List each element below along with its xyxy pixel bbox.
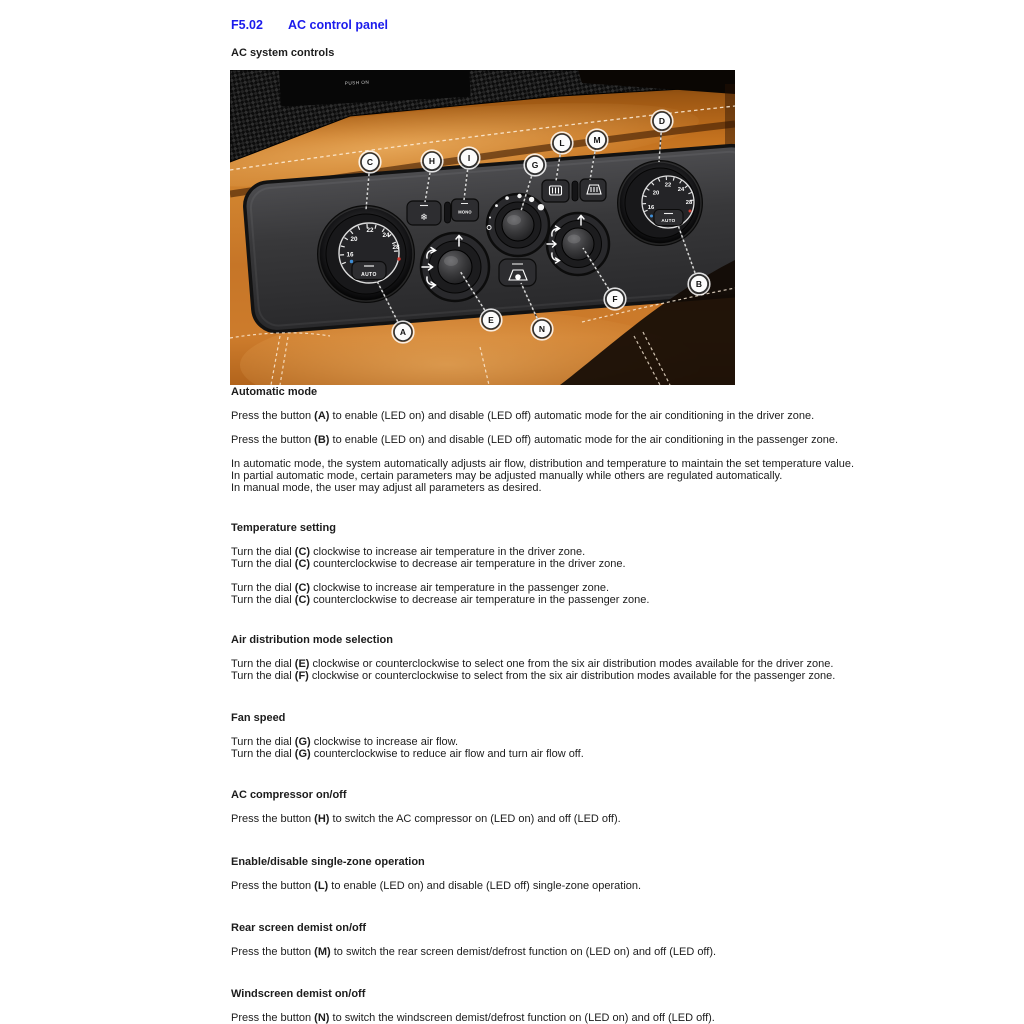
hot-marker-dot xyxy=(689,210,692,213)
callout-h xyxy=(421,150,443,172)
body-line: Press the button (A) to enable (LED on) and disable (LED off) automatic mode for the air conditioning in the driver zone. xyxy=(231,410,815,422)
figure-caption: AC system controls xyxy=(231,47,335,59)
section-heading: Temperature setting xyxy=(231,522,336,534)
svg-text:H: H xyxy=(428,156,436,166)
paragraph xyxy=(231,434,854,446)
svg-text:N: N xyxy=(538,324,546,334)
paragraph xyxy=(231,880,641,892)
body-line: In partial automatic mode, certain parameters may be adjusted manually while others are regulated automatically. xyxy=(231,470,783,482)
rear-demist-button xyxy=(580,179,606,201)
callout-f xyxy=(604,288,626,310)
passenger-temp-dial xyxy=(618,161,702,245)
section-temperature-setting xyxy=(231,522,649,618)
paragraph xyxy=(231,813,621,825)
section-heading: Windscreen demist on/off xyxy=(231,988,366,1000)
driver-auto-button xyxy=(352,262,386,280)
section-single-zone xyxy=(231,856,641,904)
driver-temp-dial xyxy=(318,206,414,302)
driver-distribution-dial xyxy=(421,233,489,301)
section-title: AC control panel xyxy=(288,18,389,32)
section-air-distribution xyxy=(231,634,835,694)
body-line: Turn the dial (G) clockwise to increase air flow. xyxy=(231,736,459,748)
button-divider-slot xyxy=(445,202,451,223)
svg-text:AUTO: AUTO xyxy=(661,218,676,223)
paragraph xyxy=(231,582,649,606)
svg-text:AUTO: AUTO xyxy=(361,272,377,278)
section-heading: Air distribution mode selection xyxy=(231,634,393,646)
callout-e xyxy=(480,309,502,331)
svg-text:B: B xyxy=(695,279,703,289)
ac-control-panel-figure xyxy=(230,70,735,385)
callout-m xyxy=(586,129,608,151)
section-windscreen-demist xyxy=(231,988,715,1024)
body-line: Turn the dial (F) clockwise or counterclockwise to select from the six air distribution modes available for the passenger zone. xyxy=(231,670,836,682)
paragraph xyxy=(231,410,854,422)
callout-b xyxy=(688,273,710,295)
passenger-auto-button xyxy=(654,210,683,226)
body-line: Turn the dial (C) counterclockwise to decrease air temperature in the passenger zone. xyxy=(231,594,650,606)
body-line: Turn the dial (C) clockwise to increase air temperature in the driver zone. xyxy=(231,546,586,558)
section-fan-speed xyxy=(231,712,584,772)
mono-button xyxy=(452,199,479,221)
body-line: In manual mode, the user may adjust all parameters as desired. xyxy=(231,482,542,494)
callout-d xyxy=(651,110,673,132)
section-heading: Enable/disable single-zone operation xyxy=(231,856,425,868)
svg-text:24: 24 xyxy=(677,187,685,193)
svg-text:G: G xyxy=(531,160,539,170)
ac-compressor-button xyxy=(407,201,441,225)
body-line: Press the button (H) to switch the AC compressor on (LED on) and off (LED off). xyxy=(231,813,621,825)
body-line: Press the button (M) to switch the rear screen demist/defrost function on (LED on) and off (LED off). xyxy=(231,946,717,958)
section-ac-compressor xyxy=(231,789,621,837)
radio-label: PUSH ON xyxy=(344,79,370,86)
paragraph xyxy=(231,946,716,958)
body-line: Turn the dial (C) clockwise to increase air temperature in the passenger zone. xyxy=(231,582,610,594)
callout-i xyxy=(458,147,480,169)
fan-dial xyxy=(487,194,549,256)
svg-text:A: A xyxy=(399,327,407,337)
section-heading: Fan speed xyxy=(231,712,286,724)
svg-text:MONO: MONO xyxy=(458,209,472,215)
paragraph xyxy=(231,1012,715,1024)
ac-control-panel-photo xyxy=(230,70,735,385)
svg-text:E: E xyxy=(488,315,494,325)
paragraph xyxy=(231,736,584,760)
section-heading: Rear screen demist on/off xyxy=(231,922,367,934)
paragraph xyxy=(231,546,649,570)
section-number: F5.02 xyxy=(231,18,263,32)
svg-text:C: C xyxy=(366,157,374,167)
single-zone-button xyxy=(542,180,569,202)
callout-c xyxy=(359,151,381,173)
paragraph xyxy=(231,458,854,494)
svg-text:16: 16 xyxy=(647,205,655,211)
section-heading: Automatic mode xyxy=(231,386,318,398)
svg-text:24: 24 xyxy=(382,232,390,239)
svg-text:L: L xyxy=(559,138,565,148)
callout-a xyxy=(392,321,414,343)
body-line: Press the button (N) to switch the windscreen demist/defrost function on (LED on) and off (LED off). xyxy=(231,1012,715,1024)
callout-n xyxy=(531,318,553,340)
svg-text:20: 20 xyxy=(652,190,660,197)
body-line: Turn the dial (G) counterclockwise to reduce air flow and turn air flow off. xyxy=(231,748,584,760)
svg-text:D: D xyxy=(658,116,666,126)
svg-text:16: 16 xyxy=(346,251,354,259)
body-line: Press the button (L) to enable (LED on) and disable (LED off) single-zone operation. xyxy=(231,880,642,892)
body-line: In automatic mode, the system automatically adjusts air flow, distribution and temperature to maintain the set temperature value. xyxy=(231,458,855,470)
svg-text:20: 20 xyxy=(350,236,358,243)
body-line: Turn the dial (C) counterclockwise to decrease air temperature in the driver zone. xyxy=(231,558,626,570)
svg-text:I: I xyxy=(467,153,471,163)
cold-marker-dot xyxy=(650,215,653,218)
windscreen-demist-button xyxy=(499,259,536,286)
snowflake-icon: ❄ xyxy=(420,212,428,222)
page-title xyxy=(231,18,388,32)
section-rear-demist xyxy=(231,922,716,970)
svg-text:28: 28 xyxy=(392,244,400,251)
paragraph xyxy=(231,658,835,682)
body-line: Press the button (B) to enable (LED on) and disable (LED off) automatic mode for the air conditioning in the passenger zone. xyxy=(231,434,838,446)
svg-text:M: M xyxy=(593,135,601,145)
body-line: Turn the dial (E) clockwise or counterclockwise to select one from the six air distribution modes available for the driver zone. xyxy=(231,658,834,670)
svg-text:28: 28 xyxy=(685,200,693,206)
callout-g xyxy=(524,154,546,176)
svg-text:22: 22 xyxy=(664,182,672,189)
svg-text:F: F xyxy=(612,294,618,304)
button-divider-slot xyxy=(572,181,578,201)
hot-marker-dot xyxy=(397,257,400,260)
callout-l xyxy=(551,132,573,154)
section-heading: AC compressor on/off xyxy=(231,789,347,801)
section-automatic-mode xyxy=(231,386,854,506)
svg-text:22: 22 xyxy=(366,227,374,234)
cold-marker-dot xyxy=(350,260,353,263)
passenger-distribution-dial xyxy=(547,213,609,275)
